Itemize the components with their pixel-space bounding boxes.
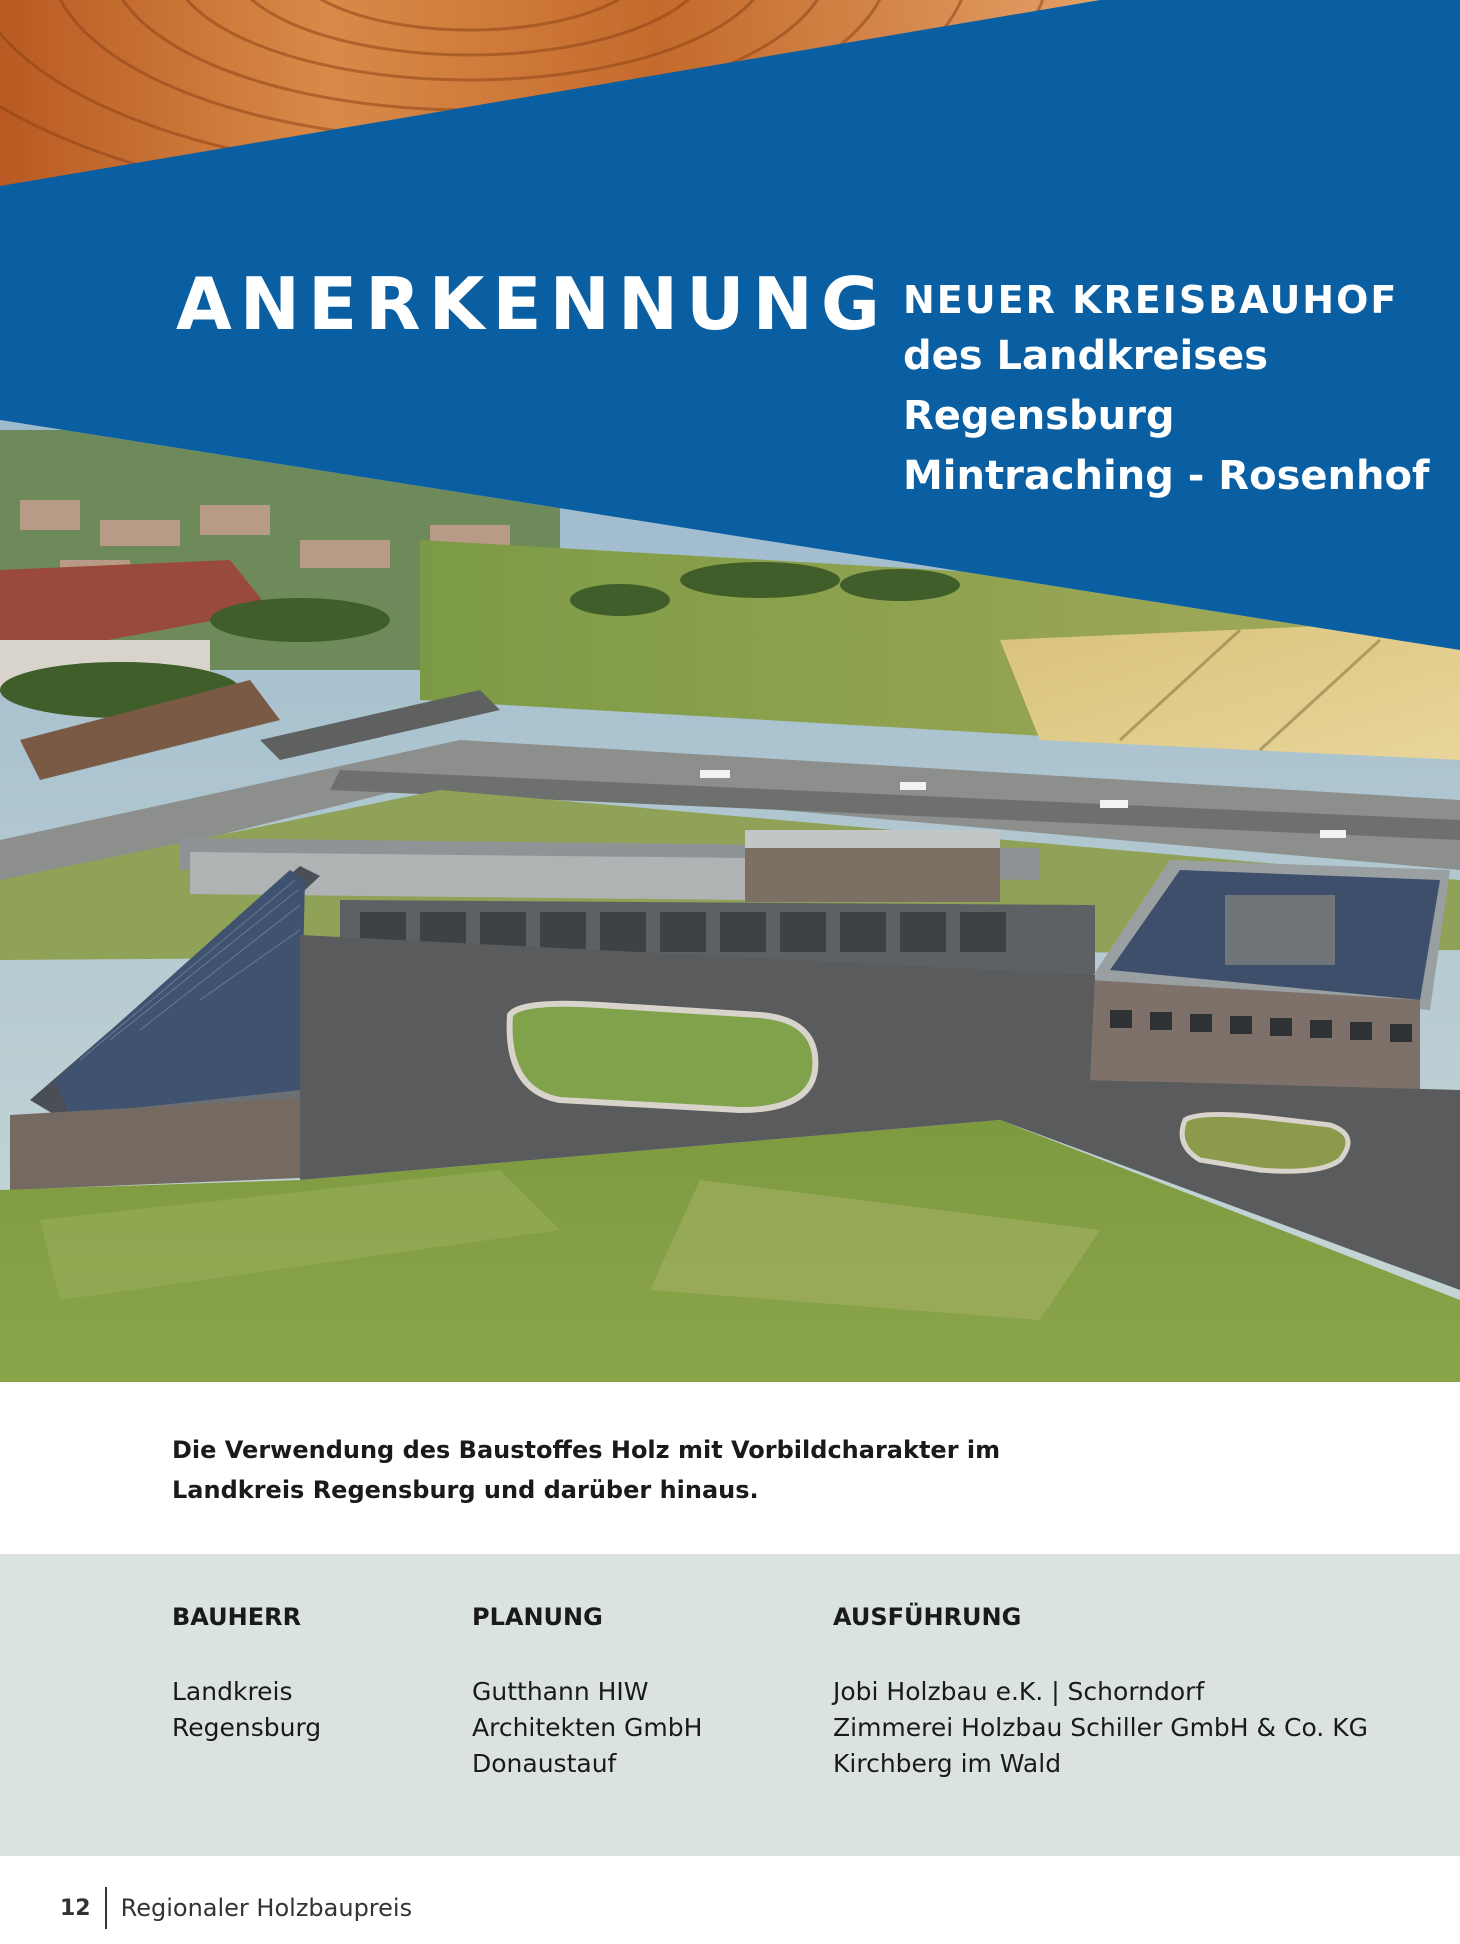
project-title-line: Mintraching - Rosenhof (903, 453, 1430, 499)
ausfuehrung-column (833, 1602, 1368, 1782)
page-number: 12 (60, 1895, 91, 1921)
ausfuehrung-heading: AUSFÜHRUNG (833, 1603, 1022, 1631)
ausfuehrung-line: Zimmerei Holzbau Schiller GmbH & Co. KG (833, 1713, 1368, 1742)
bauherr-line: Landkreis (172, 1677, 293, 1706)
project-title-top: NEUER KREISBAUHOF (903, 278, 1399, 322)
planung-line: Donaustauf (472, 1749, 617, 1778)
ausfuehrung-text (833, 1674, 1368, 1782)
project-title-line: des Landkreises (903, 333, 1268, 379)
lead-line: Die Verwendung des Baustoffes Holz mit Vorbildcharakter im (172, 1436, 1001, 1464)
planung-heading: PLANUNG (472, 1603, 603, 1631)
bauherr-line: Regensburg (172, 1713, 322, 1742)
project-title-line: Regensburg (903, 393, 1175, 439)
planung-column (472, 1602, 702, 1782)
bauherr-column (172, 1602, 321, 1746)
page-title: ANERKENNUNG (176, 262, 888, 346)
page-footer (60, 1886, 412, 1930)
project-info-band (0, 1554, 1460, 1856)
publication-name: Regionaler Holzbaupreis (120, 1894, 413, 1922)
ausfuehrung-line: Kirchberg im Wald (833, 1749, 1062, 1778)
bauherr-text (172, 1674, 321, 1746)
bauherr-heading: BAUHERR (172, 1603, 302, 1631)
ausfuehrung-line: Jobi Holzbau e.K. | Schorndorf (833, 1677, 1205, 1706)
planung-text (472, 1674, 702, 1782)
lead-text (172, 1430, 1172, 1510)
lead-line: Landkreis Regensburg und darüber hinaus. (172, 1476, 759, 1504)
planung-line: Gutthann HIW (472, 1677, 649, 1706)
planung-line: Architekten GmbH (472, 1713, 703, 1742)
footer-divider (105, 1887, 107, 1929)
project-title (903, 274, 1429, 506)
